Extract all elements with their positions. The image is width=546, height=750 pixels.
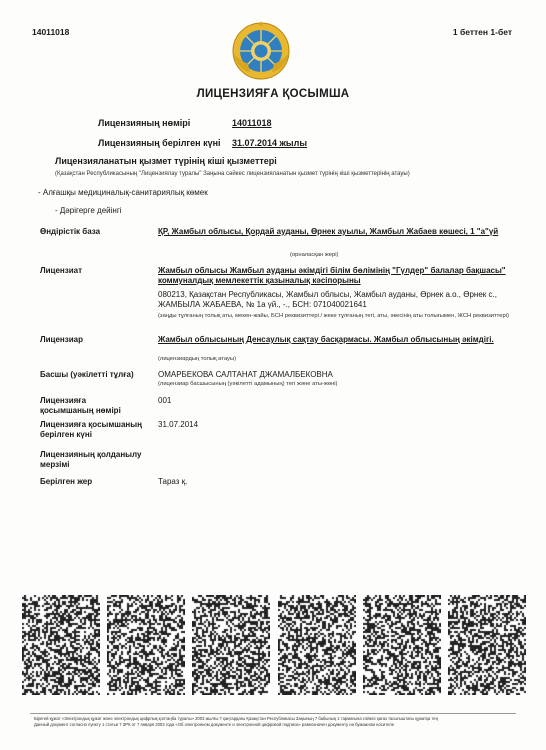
licensee-label: Лицензиат bbox=[40, 266, 82, 275]
annex-date-label: Лицензияға қосымшаның берілген күні bbox=[40, 420, 142, 439]
page-indicator: 1 беттен 1-бет bbox=[452, 27, 512, 37]
issue-date-label: Лицензияның берілген күні bbox=[98, 138, 221, 148]
2d-barcode bbox=[363, 595, 441, 695]
2d-barcode bbox=[448, 595, 526, 695]
licensor-value: Жамбыл облысының Денсаулық сақтау басқармасы. Жамбыл облысының әкімдігі. bbox=[158, 335, 494, 344]
validity-label: Лицензияның қолданылу мерзімі bbox=[40, 450, 142, 469]
document-title: ЛИЦЕНЗИЯҒА ҚОСЫМША bbox=[196, 88, 350, 100]
2d-barcode bbox=[22, 595, 100, 695]
2d-barcode bbox=[107, 595, 185, 695]
subtype-heading: Лицензияланатын қызмет түрінің кіші қызметтері bbox=[55, 156, 277, 166]
head-label: Басшы (уәкілетті тұлға) bbox=[40, 370, 134, 379]
footer-note bbox=[34, 716, 514, 728]
place-label: Берілген жер bbox=[40, 477, 93, 486]
place-value: Тараз қ. bbox=[158, 477, 188, 486]
licensee-address: 080213, Қазақстан Республикасы, Жамбыл облысы, Жамбыл ауданы, Өрнек а.о., Өрнек с., ЖАМБЫЛА ЖАБАЕВА, № 1а үй., -., БСН: 071040021641 bbox=[158, 290, 497, 309]
license-number-label: Лицензияның нөмірі bbox=[98, 118, 191, 128]
2d-barcode bbox=[278, 595, 356, 695]
head-value: ОМАРБЕКОВА САЛТАНАТ ДЖАМАЛБЕКОВНА bbox=[158, 370, 333, 379]
footer-line-ru: Данный документ согласно пункту 1 статьи 7 ЗРК от 7 января 2003 года «Об электронном документе и электронной цифровой подписи» равнозначен документу на бумажном носителе bbox=[34, 722, 395, 727]
footer-divider bbox=[30, 713, 516, 714]
subtype-item: - Алғашқы медициналық-санитариялық көмек bbox=[38, 188, 208, 197]
licensee-caption: (заңды тұлғаның толық аты, мекен-жайы, БСН реквизиттері / жеке тұлғаның тегі, аты, әкесінің аты толығымен, ЖСН реквизиттері) bbox=[158, 313, 509, 319]
issue-date-value: 31.07.2014 жылы bbox=[232, 138, 308, 148]
licensee-name: Жамбыл облысы Жамбыл ауданы әкімдігі білім бөлімінің "Гүлдер" балалар бақшасы" коммуналдық мемлекеттік қазыналық кәсіпорыны bbox=[158, 266, 506, 285]
licensor-label: Лицензиар bbox=[40, 335, 83, 344]
head-caption: (лицензиар басшысының (уәкілетті адамының) тегі және аты-жөні) bbox=[158, 381, 338, 387]
license-number-value: 14011018 bbox=[232, 118, 272, 128]
2d-barcode bbox=[192, 595, 270, 695]
subtype-note: (Қазақстан Республикасының "Лицензиялау туралы" Заңына сәйкес лицензияланатын қызмет түрінің кіші қызметтерінің атауы) bbox=[55, 171, 410, 177]
annex-number-label: Лицензияға қосымшаның нөмірі bbox=[40, 396, 121, 415]
document-number: 14011018 bbox=[32, 27, 70, 37]
production-base-label: Өндірістік база bbox=[40, 227, 101, 236]
barcode-row bbox=[22, 595, 526, 695]
footer-line-kz: Бірегей құжат «Электрондық құжат және электрондық цифрлық қолтаңба туралы» 2003 жылғы 7 қаңтардағы Қазақстан Республикасы Заңының 7 бабының 1 тармағына сәйкес қағаз тасығыштағы құжатқа тең bbox=[34, 716, 438, 721]
production-base-caption: (орналасқан жері) bbox=[290, 252, 339, 258]
annex-date-value: 31.07.2014 bbox=[158, 420, 199, 429]
licensor-caption: (лицензиардың толық атауы) bbox=[158, 356, 237, 362]
annex-number-value: 001 bbox=[158, 396, 172, 405]
production-base-value: ҚР, Жамбыл облысы, Қордай ауданы, Өрнек ауылы, Жамбыл Жабаев көшесі, 1 "а"үй bbox=[158, 227, 499, 236]
subtype-item: - Дәрігерге дейінгі bbox=[55, 206, 122, 215]
state-emblem-icon bbox=[230, 20, 292, 82]
